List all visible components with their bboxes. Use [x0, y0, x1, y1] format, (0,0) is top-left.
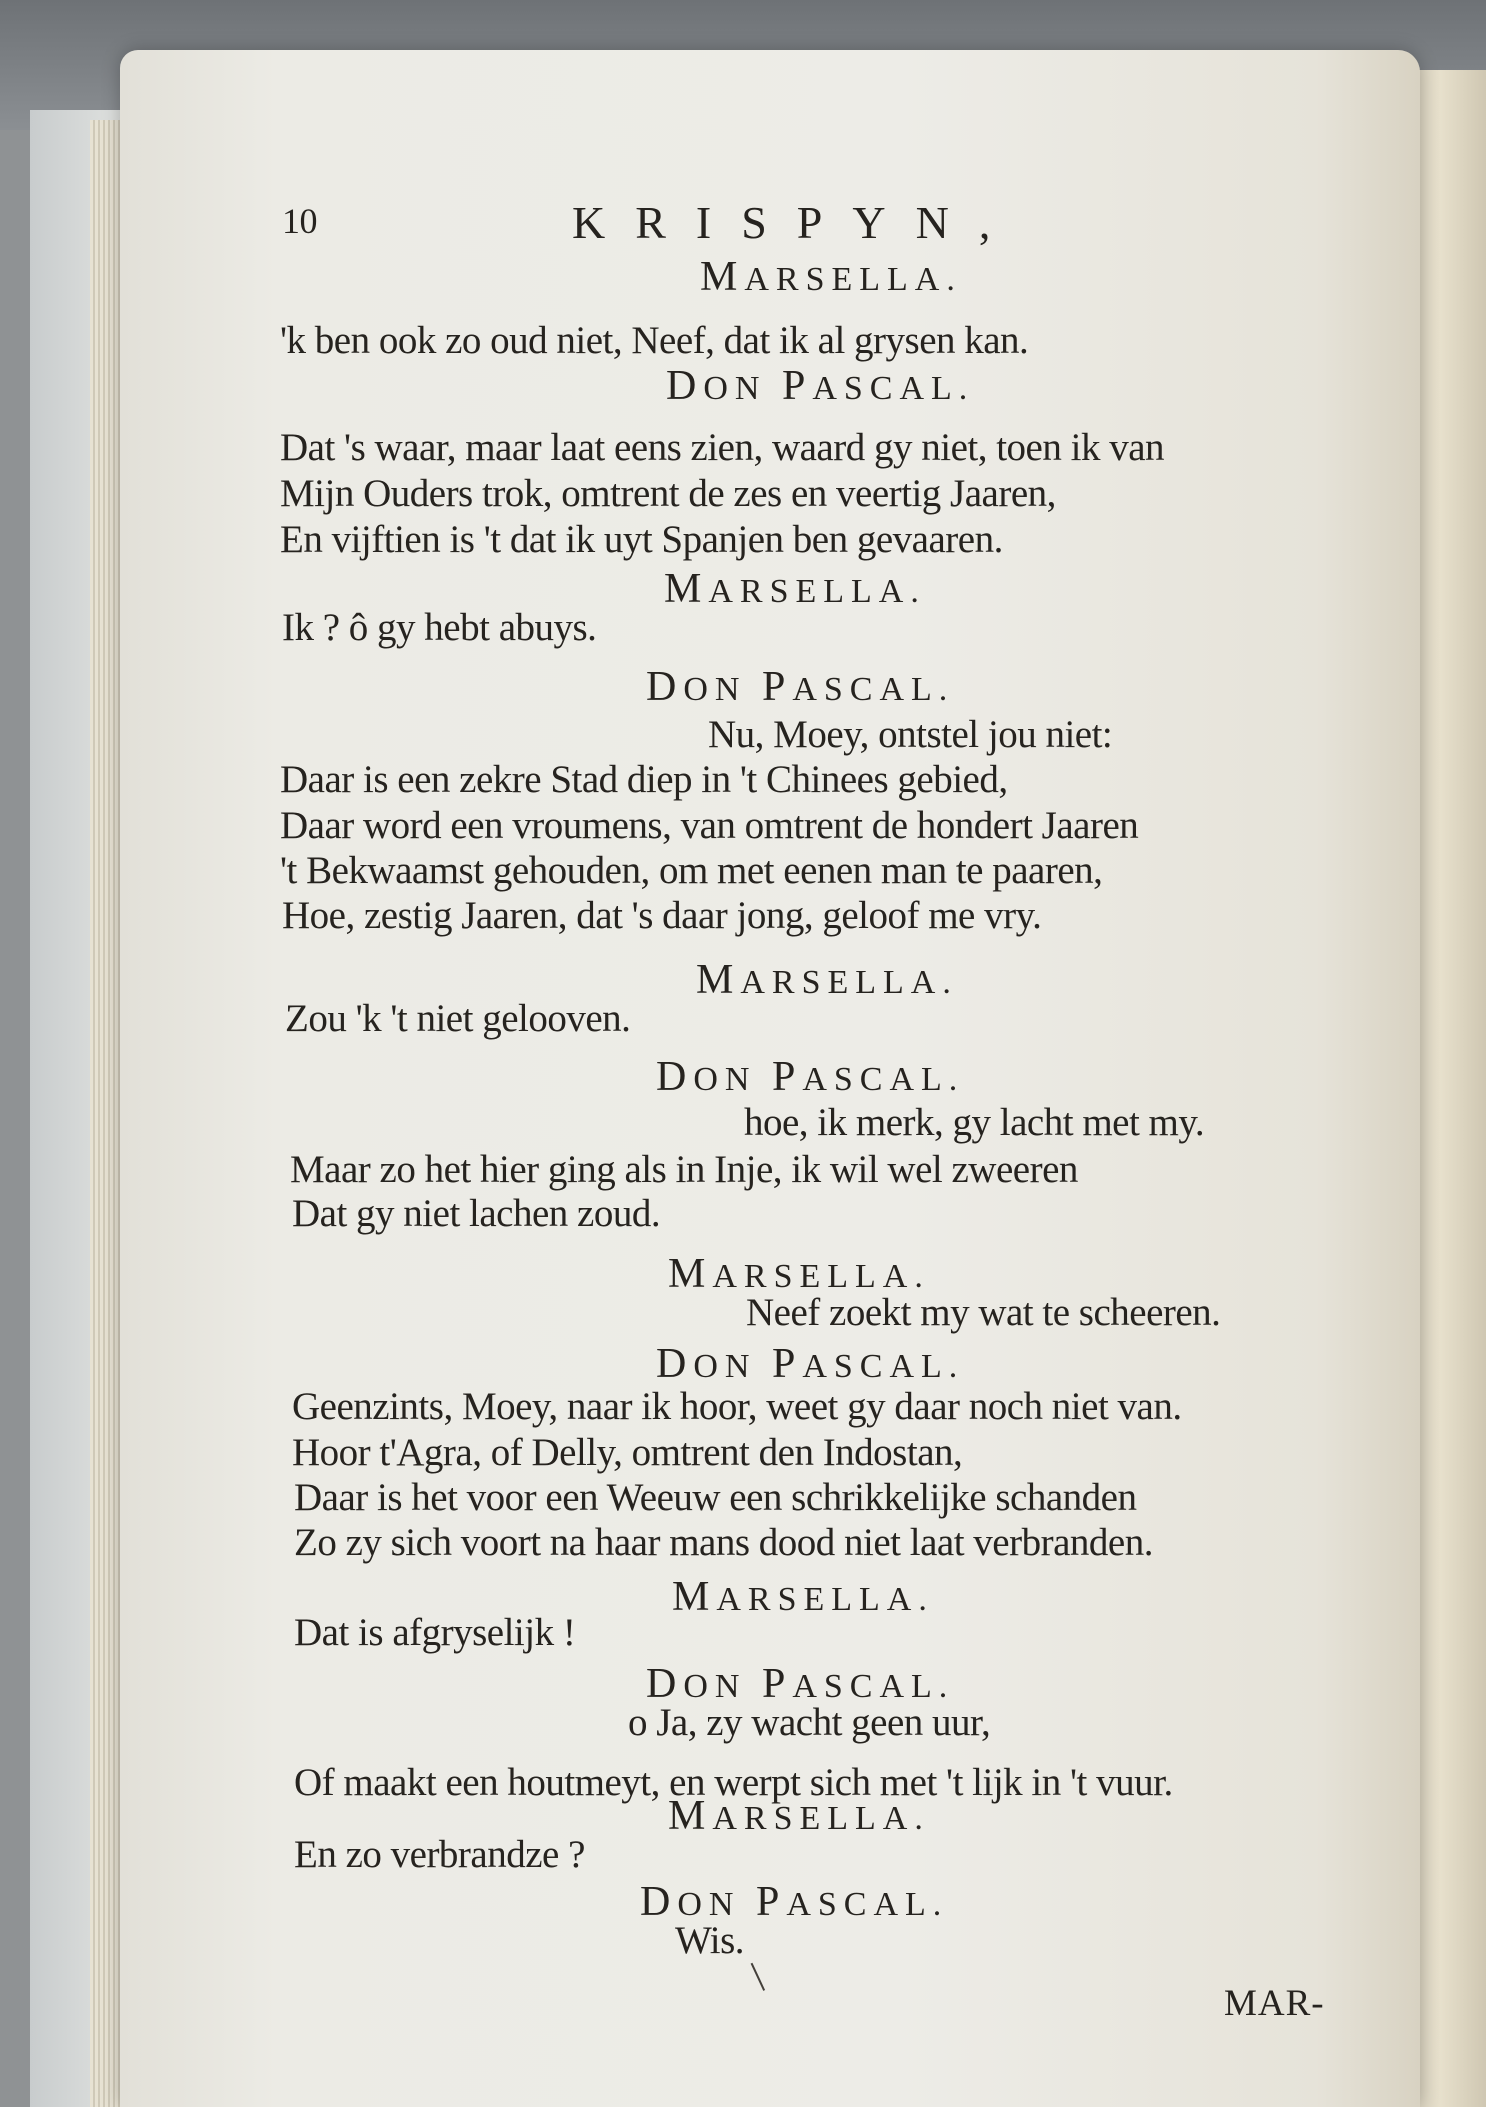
speaker-heading: DON PASCAL.	[656, 1054, 965, 1100]
verse-line: Dat 's waar, maar laat eens zien, waard gy niet, toen ik van	[280, 426, 1165, 469]
running-title: KRISPYN,	[572, 197, 1021, 248]
speaker-heading: MARSELLA.	[668, 1251, 930, 1297]
verse-line: hoe, ik merk, gy lacht met my.	[744, 1101, 1205, 1144]
book-cover-right	[1410, 70, 1486, 2107]
verse-line: Daar is een zekre Stad diep in 't Chinees gebied,	[280, 758, 1008, 801]
speaker-heading: DON PASCAL.	[666, 363, 975, 409]
speaker-heading: MARSELLA.	[672, 1574, 934, 1620]
speaker-heading: DON PASCAL.	[646, 664, 955, 710]
verse-line: Maar zo het hier ging als in Inje, ik wil wel zweeren	[290, 1148, 1078, 1191]
verse-line: Dat gy niet lachen zoud.	[292, 1192, 661, 1235]
speaker-heading: DON PASCAL.	[646, 1661, 955, 1707]
verse-line: Neef zoekt my wat te scheeren.	[746, 1291, 1221, 1334]
verse-line: Zou 'k 't niet gelooven.	[285, 997, 631, 1040]
verse-line: Dat is afgryselijk !	[294, 1611, 576, 1654]
speaker-heading: DON PASCAL.	[640, 1879, 949, 1925]
verse-line: Daar word een vroumens, van omtrent de hondert Jaaren	[280, 804, 1139, 847]
verse-line: o Ja, zy wacht geen uur,	[628, 1701, 991, 1744]
catchword: MAR-	[1224, 1983, 1325, 2024]
verse-line: En vijftien is 't dat ik uyt Spanjen ben gevaaren.	[280, 518, 1003, 561]
verse-line: Daar is het voor een Weeuw een schrikkelijke schanden	[294, 1476, 1137, 1519]
speaker-heading: MARSELLA.	[696, 957, 958, 1003]
speaker-heading: DON PASCAL.	[656, 1341, 965, 1387]
page-number: 10	[282, 201, 317, 241]
verse-line: En zo verbrandze ?	[294, 1833, 585, 1876]
verse-line: Ik ? ô gy hebt abuys.	[282, 606, 597, 649]
verse-line: Of maakt een houtmeyt, en werpt sich met 't lijk in 't vuur.	[294, 1761, 1173, 1804]
verse-line: Geenzints, Moey, naar ik hoor, weet gy daar noch niet van.	[292, 1385, 1182, 1428]
verse-line: 't Bekwaamst gehouden, om met eenen man te paaren,	[280, 849, 1103, 892]
speaker-heading: MARSELLA.	[700, 254, 962, 300]
verse-line: Hoor t'Agra, of Delly, omtrent den Indostan,	[292, 1431, 963, 1474]
verse-line: Hoe, zestig Jaaren, dat 's daar jong, geloof me vry.	[282, 894, 1042, 937]
verse-line: Wis.	[675, 1919, 745, 1962]
verse-line: Zo zy sich voort na haar mans dood niet laat verbranden.	[294, 1521, 1153, 1564]
verse-line: 'k ben ook zo oud niet, Neef, dat ik al grysen kan.	[280, 319, 1029, 362]
speaker-heading: MARSELLA.	[664, 566, 926, 612]
verse-line: Mijn Ouders trok, omtrent de zes en veertig Jaaren,	[280, 472, 1056, 515]
speaker-heading: MARSELLA.	[668, 1793, 930, 1839]
verse-line: Nu, Moey, ontstel jou niet:	[708, 713, 1113, 756]
